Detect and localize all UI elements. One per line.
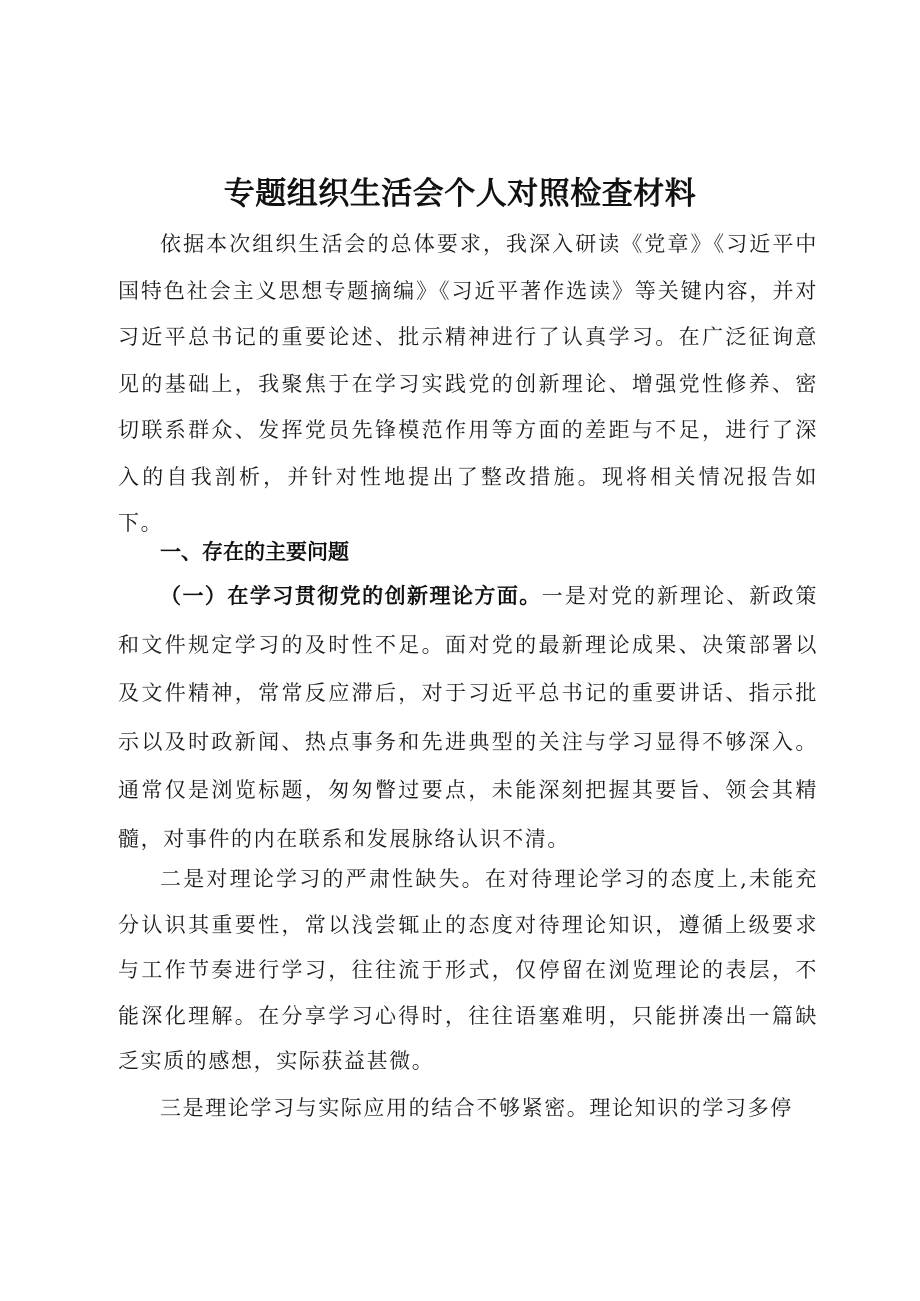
point-2-paragraph: 二是对理论学习的严肃性缺失。在对待理论学习的态度上,未能充分认识其重要性，常以浅尝辄止的态度对待理论知识，遵循上级要求与工作节奏进行学习，往往流于形式，仅停留在浏览理论的表层，不能深化理解。在分享学习心得时，往往语塞难明，只能拼凑出一篇缺乏实质的感想，实际获益甚微。 (118, 867, 818, 1073)
subsection-1-text: 一是对党的新理论、新政策和文件规定学习的及时性不足。面对党的最新理论成果、决策部署以及文件精神，常常反应滞后，对于习近平总书记的重要讲话、指示批示以及时政新闻、热点事务和先进典型的关注与学习显得不够深入。通常仅是浏览标题，匆匆瞥过要点，未能深刻把握其要旨、领会其精髓，对事件的内在联系和发展脉络认识不清。 (118, 584, 819, 851)
document-title: 专题组织生活会个人对照检查材料 (223, 176, 697, 212)
point-3-paragraph: 三是理论学习与实际应用的结合不够紧密。理论知识的学习多停 (160, 1096, 793, 1120)
intro-paragraph: 依据本次组织生活会的总体要求，我深入研读《党章》《习近平中国特色社会主义思想专题摘编》《习近平著作选读》等关键内容，并对习近平总书记的重要论述、批示精神进行了认真学习。在广泛征询意见的基础上，我聚焦于在学习实践党的创新理论、增强党性修养、密切联系群众、发挥党员先锋模范作用等方面的差距与不足，进行了深入的自我剖析，并针对性地提出了整改措施。现将相关情况报告如下。 (118, 232, 818, 535)
section-heading-problems: 一、存在的主要问题 (160, 540, 349, 564)
subsection-1-heading: （一）在学习贯彻党的创新理论方面。 (160, 584, 542, 608)
subsection-1-paragraph (118, 572, 818, 863)
